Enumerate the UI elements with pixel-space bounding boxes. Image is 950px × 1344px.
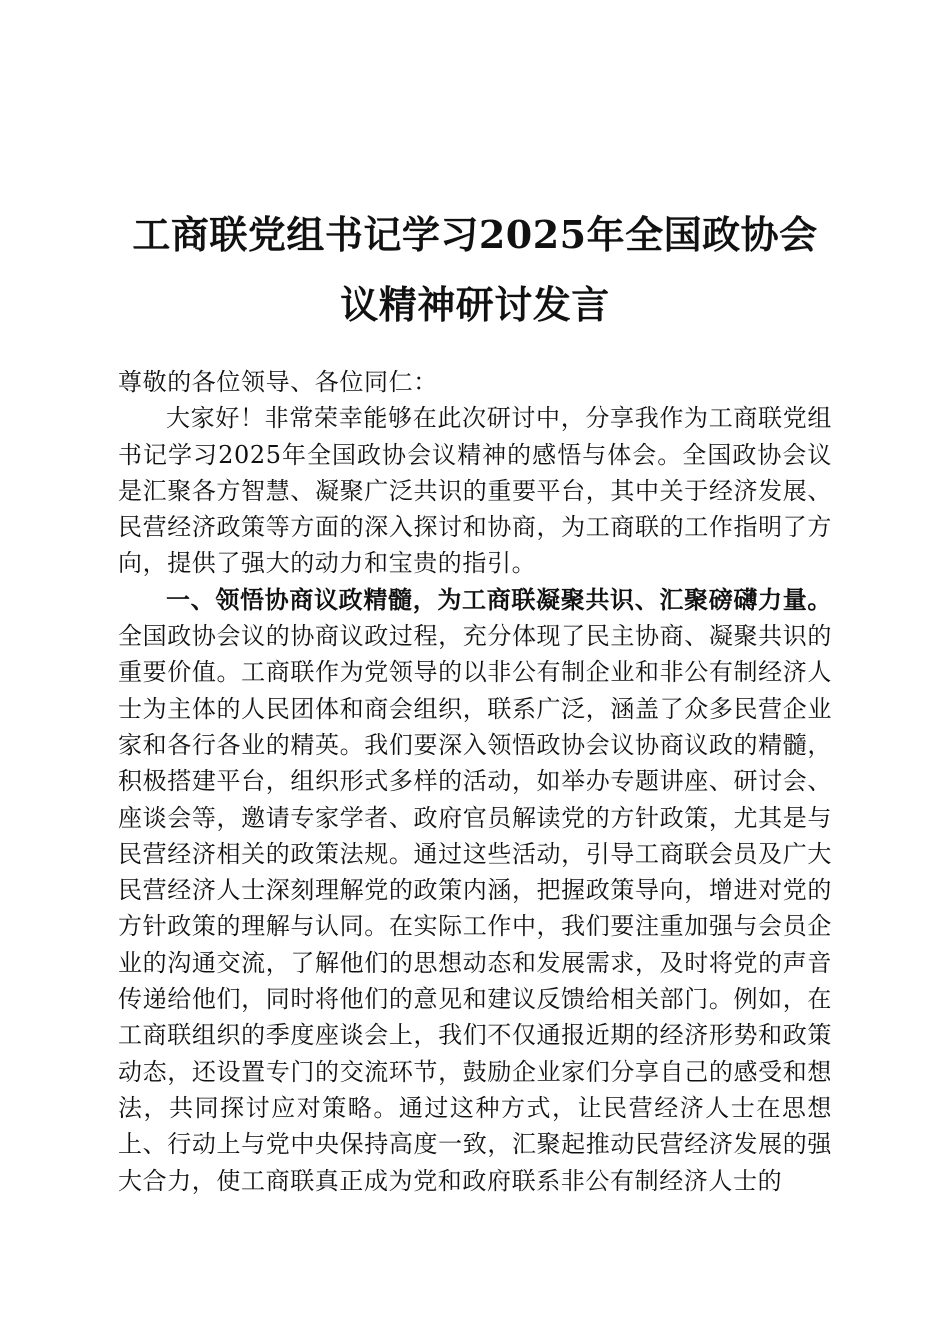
document-body — [118, 364, 832, 1199]
section-1-paragraph — [118, 582, 832, 1199]
section-1-body: 全国政协会议的协商议政过程，充分体现了民主协商、凝聚共识的重要价值。工商联作为党领导的以非公有制企业和非公有制经济人士为主体的人民团体和商会组织，联系广泛，涵盖了众多民营企业家和各行各业的精英。我们要深入领悟政协会议协商议政的精髓，积极搭建平台，组织形式多样的活动，如举办专题讲座、研讨会、座谈会等，邀请专家学者、政府官员解读党的方针政策，尤其是与民营经济相关的政策法规。通过这些活动，引导工商联会员及广大民营经济人士深刻理解党的政策内涵，把握政策导向，增进对党的方针政策的理解与认同。在实际工作中，我们要注重加强与会员企业的沟通交流，了解他们的思想动态和发展需求，及时将党的声音传递给他们，同时将他们的意见和建议反馈给相关部门。例如，在工商联组织的季度座谈会上，我们不仅通报近期的经济形势和政策动态，还设置专门的交流环节，鼓励企业家们分享自己的感受和想法，共同探讨应对策略。通过这种方式，让民营经济人士在思想上、行动上与党中央保持高度一致，汇聚起推动民营经济发展的强大合力，使工商联真正成为党和政府联系非公有制经济人士的 — [118, 622, 832, 1195]
document-title: 工商联党组书记学习2025年全国政协会议精神研讨发言 — [132, 212, 818, 327]
intro-paragraph: 大家好！非常荣幸能够在此次研讨中，分享我作为工商联党组书记学习2025年全国政协会议精神的感悟与体会。全国政协会议是汇聚各方智慧、凝聚广泛共识的重要平台，其中关于经济发展、民营经济政策等方面的深入探讨和协商，为工商联的工作指明了方向，提供了强大的动力和宝贵的指引。 — [118, 404, 832, 578]
salutation: 尊敬的各位领导、各位同仁： — [118, 368, 438, 396]
section-1-heading: 一、领悟协商议政精髓，为工商联凝聚共识、汇聚磅礴力量。 — [166, 585, 832, 614]
